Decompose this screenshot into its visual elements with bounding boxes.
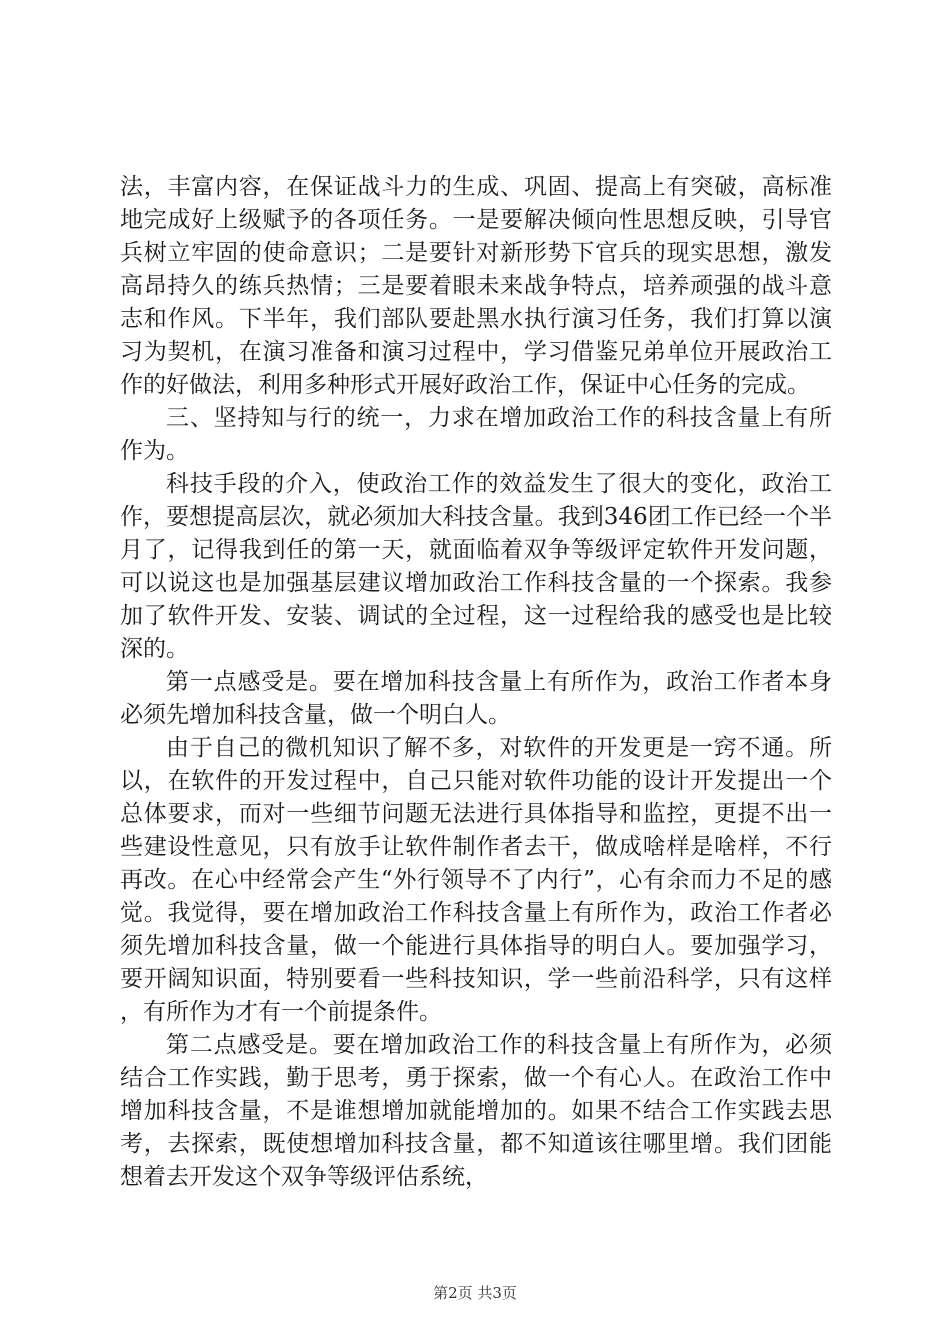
paragraph-3: 科技手段的介入，使政治工作的效益发生了很大的变化，政治工作，要想提高层次，就必须加大科技含量。我到346团工作已经一个半月了，记得我到任的第一天，就面临着双争等级评定软件开发问题，可以说这也是加强基层建议增加政治工作科技含量的一个探索。我参加了软件开发、安装、调试的全过程，这一过程给我的感受也是比较深的。 [120, 471, 832, 662]
paragraph-6: 第二点感受是。要在增加政治工作的科技含量上有所作为，必须结合工作实践，勤于思考，勇于探索，做一个有心人。在政治工作中增加科技含量，不是谁想增加就能增加的。如果不结合工作实践去思考，去探索，既使想增加科技含量，都不知道该往哪里增。我们团能想着去开发这个双争等级评估系统， [120, 1032, 832, 1190]
paragraph-4: 第一点感受是。要在增加科技含量上有所作为，政治工作者本身必须先增加科技含量，做一个明白人。 [120, 669, 832, 728]
page-footer: 第2页 共3页 [433, 1284, 517, 1302]
body-text [120, 171, 832, 1194]
paragraph-2: 三、坚持知与行的统一，力求在增加政治工作的科技含量上有所作为。 [120, 405, 832, 464]
paragraph-5: 由于自己的微机知识了解不多，对软件的开发更是一窍不通。所以，在软件的开发过程中，自己只能对软件功能的设计开发提出一个总体要求，而对一些细节问题无法进行具体指导和监控，更提不出一些建设性意见，只有放手让软件制作者去干，做成啥样是啥样，不行再改。在心中经常会产生“外行领导不了内行”，心有余而力不足的感觉。我觉得，要在增加政治工作科技含量上有所作为，政治工作者必须先增加科技含量，做一个能进行具体指导的明白人。要加强学习，要开阔知识面，特别要看一些科技知识，学一些前沿科学，只有这样，有所作为才有一个前提条件。 [120, 735, 832, 1025]
paragraph-1: 法，丰富内容，在保证战斗力的生成、巩固、提高上有突破，高标准地完成好上级赋予的各项任务。一是要解决倾向性思想反映，引导官兵树立牢固的使命意识；二是要针对新形势下官兵的现实思想，激发高昂持久的练兵热情；三是要着眼未来战争特点，培养顽强的战斗意志和作风。下半年，我们部队要赴黑水执行演习任务，我们打算以演习为契机，在演习准备和演习过程中，学习借鉴兄弟单位开展政治工作的好做法，利用多种形式开展好政治工作，保证中心任务的完成。 [120, 174, 832, 398]
